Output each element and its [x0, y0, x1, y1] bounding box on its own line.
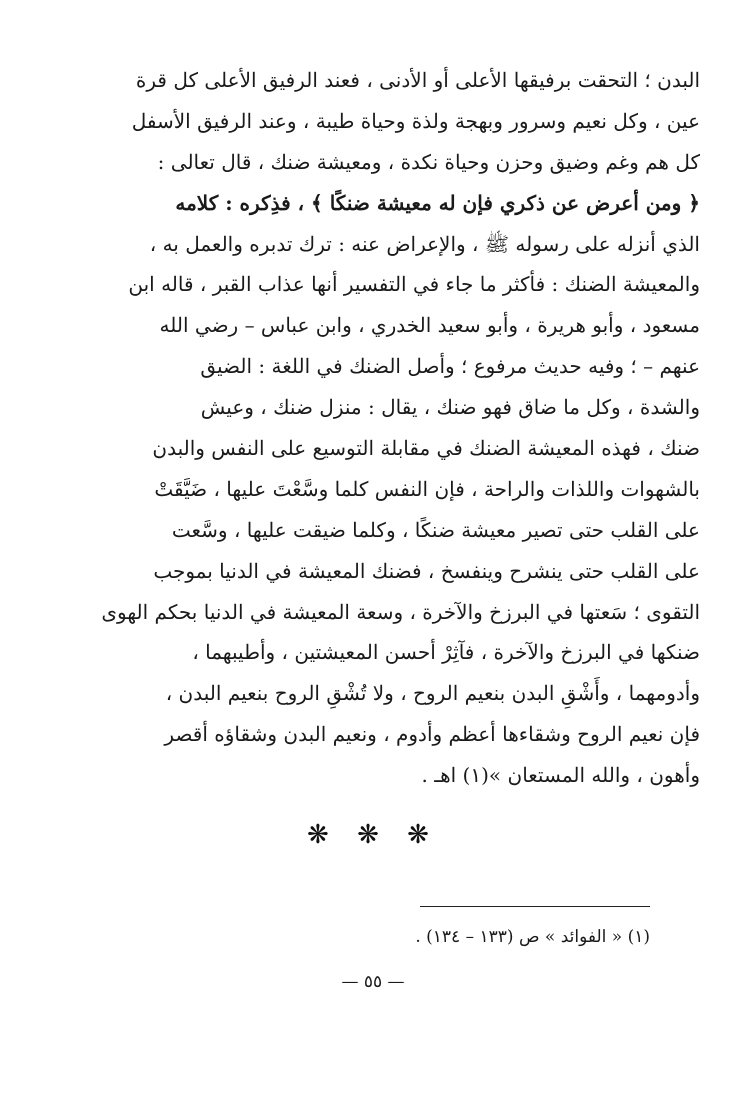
footnote: (١) « الفوائد » ص (١٣٣ – ١٣٤) .: [415, 927, 650, 947]
text-line: والمعيشة الضنك : فأكثر ما جاء في التفسير أنها عذاب القبر ، قاله ابن: [128, 272, 700, 297]
text-line: بالشهوات واللذات والراحة ، فإن النفس كلما وسَّعْتَ عليها ، ضَيَّقَتْ: [154, 476, 700, 501]
main-text-block: [100, 60, 700, 796]
text-line: فإن نعيم الروح وشقاءها أعظم وأدوم ، ونعيم البدن وشقاؤه أقصر: [164, 722, 700, 747]
text-line: ضنك ، فهذه المعيشة الضنك في مقابلة التوسيع على النفس والبدن: [152, 436, 700, 461]
quran-verse-line: ﴿ ومن أعرض عن ذكري فإن له معيشة ضنكًا ﴾ ، فذِكره : كلامه: [175, 190, 700, 215]
footnote-separator-rule: [420, 906, 650, 907]
text-line: الذي أنزله على رسوله ﷺ ، والإعراض عنه : ترك تدبره والعمل به ،: [149, 231, 700, 256]
text-line: البدن ؛ التحقت برفيقها الأعلى أو الأدنى ، فعند الرفيق الأعلى كل قرة: [135, 68, 700, 92]
page-number: — ٥٥ —: [341, 972, 405, 992]
text-line: كل هم وغم وضيق وحزن وحياة نكدة ، ومعيشة ضنك ، قال تعالى :: [157, 149, 700, 174]
text-line: التقوى ؛ سَعتها في البرزخ والآخرة ، وسعة المعيشة في الدنيا بحكم الهوى: [101, 599, 700, 624]
section-divider-ornaments: ❋ ❋ ❋: [307, 820, 439, 850]
text-line: على القلب حتى ينشرح وينفسخ ، فضنك المعيشة في الدنيا بموجب: [153, 558, 700, 583]
text-line: على القلب حتى تصير معيشة ضنكًا ، وكلما ضيقت عليها ، وسَّعت: [171, 517, 700, 542]
text-line: عنهم – ؛ وفيه حديث مرفوع ؛ وأصل الضنك في اللغة : الضيق: [200, 354, 700, 379]
text-line: وأهون ، والله المستعان »(١) اهـ .: [421, 763, 700, 788]
text-line: وأدومهما ، وأَشْقِ البدن بنعيم الروح ، ولا تُشْقِ الروح بنعيم البدن ،: [165, 681, 700, 706]
text-line: مسعود ، وأبو هريرة ، وأبو سعيد الخدري ، وابن عباس – رضي الله: [159, 313, 700, 338]
text-line: والشدة ، وكل ما ضاق فهو ضنك ، يقال : منزل ضنك ، وعيش: [200, 395, 700, 420]
text-line: ضنكها في البرزخ والآخرة ، فآثِرْ أحسن المعيشتين ، وأطيبهما ،: [192, 640, 700, 665]
text-line: عين ، وكل نعيم وسرور وبهجة ولذة وحياة طيبة ، وعند الرفيق الأسفل: [131, 108, 700, 133]
